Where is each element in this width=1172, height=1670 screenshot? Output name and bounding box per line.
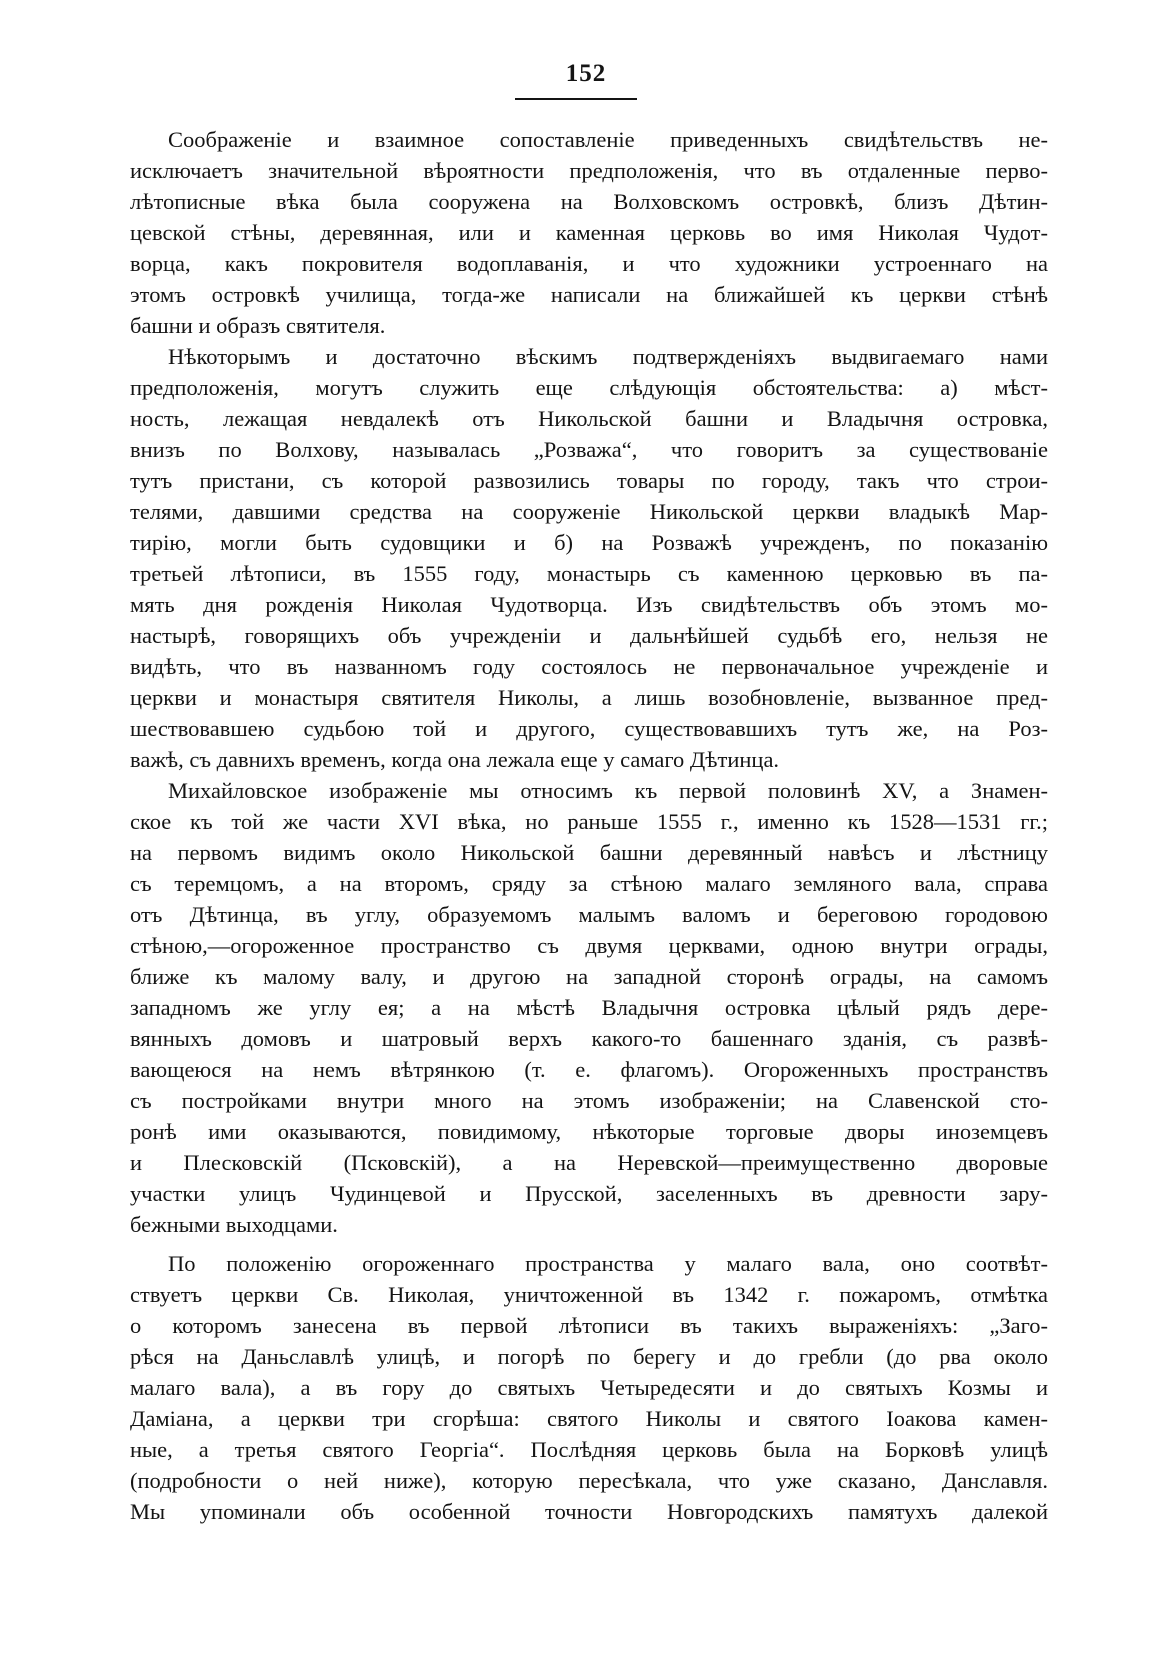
text-line: малаго вала), а въ гору до святыхъ Четыредесяти и до святыхъ Козмы и — [130, 1375, 1048, 1400]
text-line: настырѣ, говорящихъ объ учрежденiи и дальнѣйшей судьбѣ его, нельзя не — [130, 623, 1048, 648]
text-line: бежными выходцами. — [130, 1212, 338, 1237]
text-line: ность, лежащая невдалекѣ отъ Никольской башни и Владычня островка, — [130, 406, 1048, 431]
text-line: ронѣ ими оказываются, повидимому, нѣкоторые торговые дворы иноземцевъ — [130, 1119, 1048, 1144]
text-line: мять дня рожденiя Николая Чудотворца. Изъ свидѣтельствъ объ этомъ мо- — [130, 592, 1048, 617]
text-line: тирiю, могли быть судовщики и б) на Розважѣ учрежденъ, по показанiю — [130, 530, 1048, 555]
text-line: отъ Дѣтинца, въ углу, образуемомъ малымъ валомъ и береговою городовою — [130, 902, 1048, 927]
text-line: телями, давшими средства на сооруженiе Никольской церкви владыкѣ Мар- — [130, 499, 1048, 524]
text-line: По положенiю огороженнаго пространства у малаго вала, оно соотвѣт- — [168, 1251, 1048, 1276]
text-line: съ постройками внутри много на этомъ изображенiи; на Славенской сто- — [130, 1088, 1048, 1113]
text-line: лѣтописные вѣка была сооружена на Волховскомъ островкѣ, близъ Дѣтин- — [130, 189, 1048, 214]
body-text — [130, 124, 1048, 1527]
text-line: о которомъ занесена въ первой лѣтописи въ такихъ выраженiяхъ: „Заго- — [130, 1313, 1048, 1338]
text-line: третьей лѣтописи, въ 1555 году, монастырь съ каменною церковью въ па- — [130, 561, 1048, 586]
text-line: церкви и монастыря святителя Николы, а лишь возобновленiе, вызванное пред- — [130, 685, 1048, 710]
text-line: исключаетъ значительной вѣроятности предположенiя, что въ отдаленные перво- — [130, 158, 1048, 183]
text-line: (подробности о ней ниже), которую пересѣкала, что уже сказано, Данславля. — [130, 1468, 1048, 1493]
text-line: шествовавшею судьбою той и другого, существовавшихъ тутъ же, на Роз- — [130, 716, 1048, 741]
text-line: ворца, какъ покровителя водоплаванiя, и что художники устроеннаго на — [130, 251, 1048, 276]
text-line: цевской стѣны, деревянная, или и каменная церковь во имя Николая Чудот- — [130, 220, 1048, 245]
text-line: рѣся на Даньславлѣ улицѣ, и погорѣ по берегу и до гребли (до рва около — [130, 1344, 1048, 1369]
text-line: Соображенiе и взаимное сопоставленiе приведенныхъ свидѣтельствъ не- — [168, 127, 1048, 152]
text-line: стѣною,—огороженное пространство съ двумя церквами, одною внутри ограды, — [130, 933, 1048, 958]
text-line: съ теремцомъ, а на второмъ, сряду за стѣною малаго земляного вала, справа — [130, 871, 1048, 896]
text-line: и Плесковскiй (Псковскiй), а на Неревской—преимущественно дворовые — [130, 1150, 1048, 1175]
text-line: участки улицъ Чудинцевой и Прусской, заселенныхъ въ древности зару- — [130, 1181, 1048, 1206]
text-line: ближе къ малому валу, и другою на западной сторонѣ ограды, на самомъ — [130, 964, 1048, 989]
text-line: на первомъ видимъ около Никольской башни деревянный навѣсъ и лѣстницу — [130, 840, 1048, 865]
text-line: ные, а третья святого Георгiа“. Послѣдняя церковь была на Борковѣ улицѣ — [130, 1437, 1048, 1462]
text-line: важѣ, съ давнихъ временъ, когда она лежала еще у самаго Дѣтинца. — [130, 747, 780, 772]
text-line: предположенiя, могутъ служить еще слѣдующiя обстоятельства: а) мѣст- — [130, 375, 1048, 400]
text-line: Нѣкоторымъ и достаточно вѣскимъ подтвержденiяхъ выдвигаемаго нами — [168, 344, 1048, 369]
text-line: ствуетъ церкви Св. Николая, уничтоженной въ 1342 г. пожаромъ, отмѣтка — [130, 1282, 1048, 1307]
text-line: видѣть, что въ названномъ году состоялось не первоначальное учрежденiе и — [130, 654, 1048, 679]
page-number-rule — [515, 98, 637, 100]
text-line: Мы упоминали объ особенной точности Новгородскихъ памятухъ далекой — [130, 1499, 1048, 1524]
text-line: башни и образъ святителя. — [130, 313, 386, 338]
page-number: 152 — [565, 60, 607, 87]
text-line: Дамiана, а церкви три сгорѣша: святого Николы и святого Iоакова камен- — [130, 1406, 1048, 1431]
text-line: вянныхъ домовъ и шатровый верхъ какого-то башеннаго зданiя, съ развѣ- — [130, 1026, 1048, 1051]
text-line: внизъ по Волхову, называлась „Розважа“, что говоритъ за существованiе — [130, 437, 1048, 462]
text-line: западномъ же углу ея; а на мѣстѣ Владычня островка цѣлый рядъ дере- — [130, 995, 1048, 1020]
text-line: тутъ пристани, съ которой развозились товары по городу, такъ что строи- — [130, 468, 1048, 493]
text-line: этомъ островкѣ училища, тогда-же написали на ближайшей къ церкви стѣнѣ — [130, 282, 1048, 307]
text-line: ское къ той же части XVI вѣка, но раньше 1555 г., именно къ 1528—1531 гг.; — [130, 809, 1048, 834]
text-line: Михайловское изображенiе мы относимъ къ первой половинѣ XV, а Знамен- — [168, 778, 1048, 803]
text-line: вающеюся на немъ вѣтрянкою (т. е. флагомъ). Огороженныхъ пространствъ — [130, 1057, 1048, 1082]
